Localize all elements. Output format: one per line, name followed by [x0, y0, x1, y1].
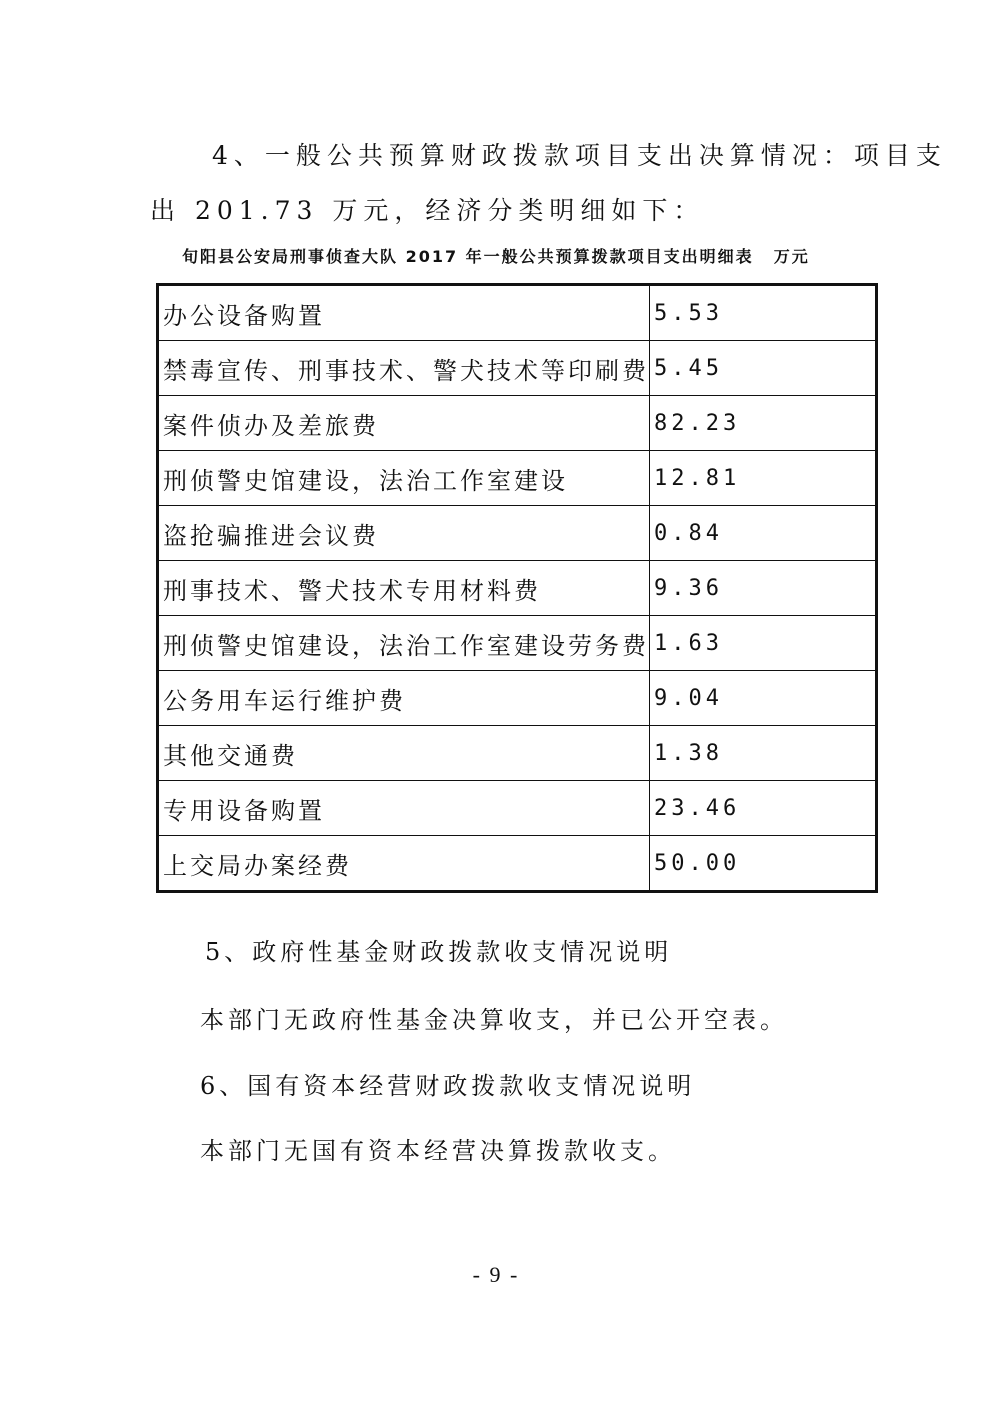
table-row [158, 836, 877, 892]
row-name: 专用设备购置 [158, 781, 650, 836]
row-amount: 5.53 [650, 285, 877, 341]
table-row [158, 396, 877, 451]
table-row [158, 285, 877, 341]
row-amount: 9.04 [650, 671, 877, 726]
table-row [158, 671, 877, 726]
row-amount: 9.36 [650, 561, 877, 616]
section-5-body: 本部门无政府性基金决算收支，并已公开空表。 [200, 1006, 788, 1034]
row-amount: 1.63 [650, 616, 877, 671]
table-title-text: 旬阳县公安局刑事侦查大队 2017 年一般公共预算拨款项目支出明细表 [182, 247, 754, 266]
section-5-heading: 5、政府性基金财政拨款收支情况说明 [205, 938, 673, 966]
section-4-line-2: 出 201.73 万元，经济分类明细如下： [150, 196, 705, 225]
table-unit: 万元 [773, 247, 810, 266]
row-amount: 5.45 [650, 341, 877, 396]
section-6-heading: 6、国有资本经营财政拨款收支情况说明 [200, 1072, 696, 1100]
table-title [182, 244, 810, 267]
table-row [158, 781, 877, 836]
row-amount: 12.81 [650, 451, 877, 506]
page-number: - 9 - [472, 1262, 520, 1287]
section-4-line-1: 4、一般公共预算财政拨款项目支出决算情况：项目支 [212, 141, 947, 170]
row-name: 禁毒宣传、刑事技术、警犬技术等印刷费 [158, 341, 650, 396]
table-row [158, 616, 877, 671]
table-row [158, 451, 877, 506]
table-row [158, 561, 877, 616]
row-name: 刑侦警史馆建设，法治工作室建设劳务费 [158, 616, 650, 671]
table-row [158, 506, 877, 561]
expenditure-detail-table [156, 283, 878, 893]
row-amount: 82.23 [650, 396, 877, 451]
table-row [158, 726, 877, 781]
row-amount: 50.00 [650, 836, 877, 892]
row-amount: 0.84 [650, 506, 877, 561]
row-name: 盗抢骗推进会议费 [158, 506, 650, 561]
row-amount: 1.38 [650, 726, 877, 781]
row-name: 刑事技术、警犬技术专用材料费 [158, 561, 650, 616]
table-row [158, 341, 877, 396]
row-name: 公务用车运行维护费 [158, 671, 650, 726]
row-name: 其他交通费 [158, 726, 650, 781]
row-amount: 23.46 [650, 781, 877, 836]
section-6-body: 本部门无国有资本经营决算拨款收支。 [200, 1137, 676, 1165]
row-name: 案件侦办及差旅费 [158, 396, 650, 451]
row-name: 上交局办案经费 [158, 836, 650, 892]
row-name: 办公设备购置 [158, 285, 650, 341]
row-name: 刑侦警史馆建设，法治工作室建设 [158, 451, 650, 506]
